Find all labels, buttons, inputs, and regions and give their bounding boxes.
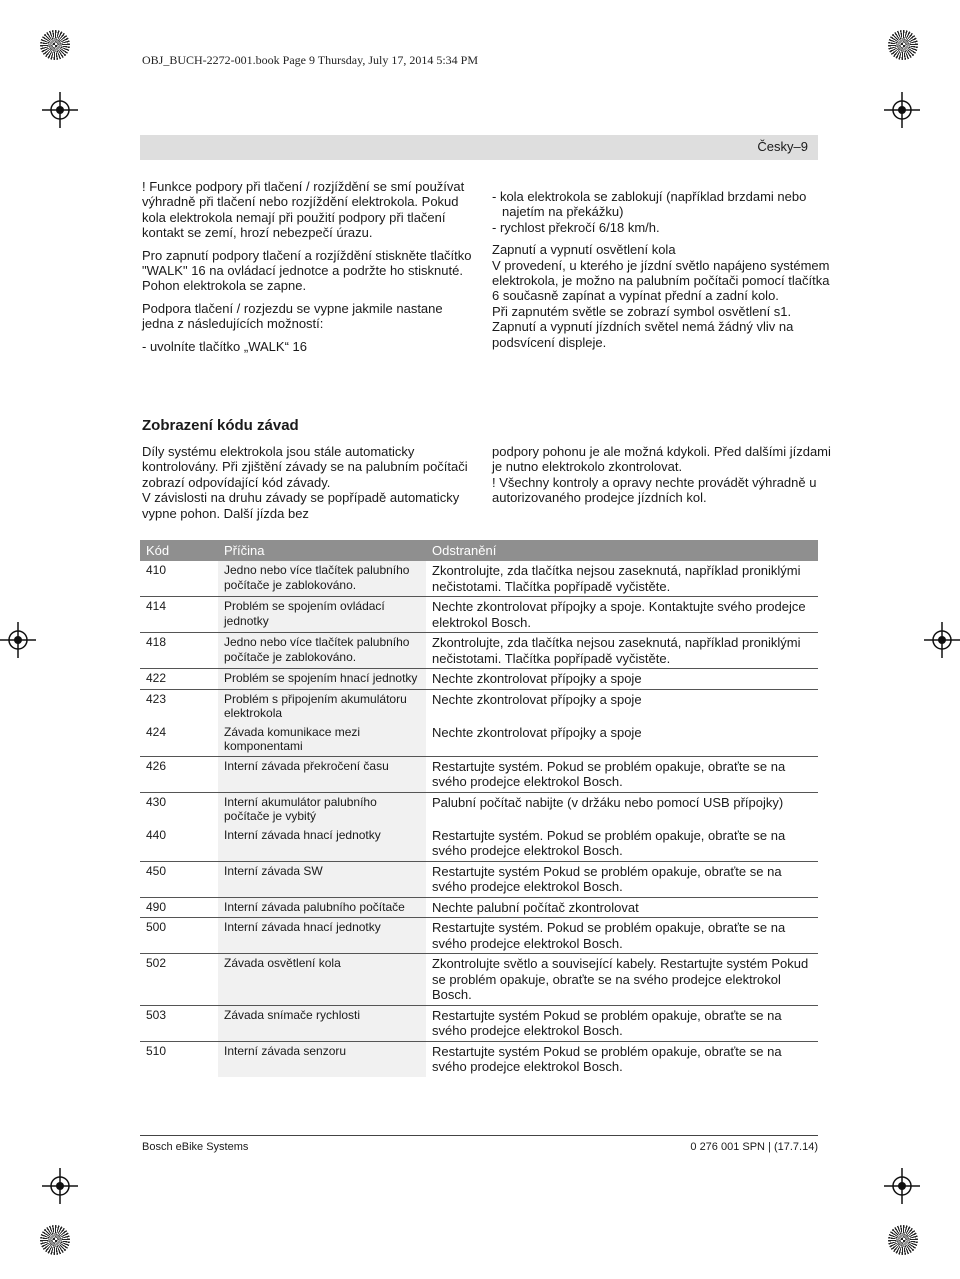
footer-left: Bosch eBike Systems: [142, 1141, 249, 1153]
print-registration-mark-icon: [888, 1225, 918, 1255]
crosshair-mark-icon: [0, 622, 36, 658]
page-header: [140, 135, 818, 160]
row-code: 490: [140, 897, 218, 918]
row-fix: Restartujte systém Pokud se problém opakuje, obraťte se na svého prodejce elektrokol Bosch.: [426, 1005, 818, 1041]
right-column-mid: [492, 444, 832, 506]
row-code: 418: [140, 633, 218, 669]
row-fix: Nechte zkontrolovat přípojky a spoje: [432, 724, 642, 740]
crosshair-mark-icon: [884, 1168, 920, 1204]
section-title: Zobrazení kódu závad: [142, 417, 299, 434]
row-code: 426: [140, 756, 218, 792]
row-code: 440: [146, 827, 167, 842]
table-row: [140, 756, 818, 792]
row-code: 414: [140, 597, 218, 633]
col-header-code: Kód: [140, 540, 218, 561]
walk-stop-item: - uvolníte tlačítko „WALK“ 16: [142, 338, 307, 354]
row-code: 423: [140, 689, 218, 723]
row-code: 430: [140, 792, 218, 826]
row-code: 422: [140, 669, 218, 690]
crosshair-mark-icon: [884, 92, 920, 128]
row-cause: Problém se spojením ovládací jednotky: [218, 597, 426, 633]
table-row: [140, 918, 818, 954]
row-code: 450: [140, 861, 218, 897]
footer-rule: [140, 1135, 818, 1136]
walk-instruction: Pro zapnutí podpory tlačení a rozjíždění stiskněte tlačítko "WALK" 16 na ovládací jednotce a podržte ho stisknuté. Pohon elektrokola se zapne.: [142, 247, 472, 294]
lighting-text: V provedení, u kterého je jízdní světlo napájeno systémem elektrokola, je možno na palubním počítači pomocí tlačítka 6 současně zapínat a vypínat přední a zadní kolo.: [492, 257, 830, 304]
row-code: 410: [146, 563, 167, 577]
row-code: 502: [140, 954, 218, 1006]
walk-stop-item: - kola elektrokola se zablokují (například brzdami nebo najetím na překážku): [492, 189, 807, 220]
fault-intro-text: Díly systému elektrokola jsou stále automaticky kontrolovány. Při zjištění závady se na palubním počítači zobrazí odpovídající kód závady.: [142, 444, 468, 490]
row-cause: Interní závada hnací jednotky: [218, 918, 426, 954]
row-cause: Jedno nebo více tlačítek palubního počítače je zablokováno.: [218, 633, 426, 669]
row-code: 503: [140, 1005, 218, 1041]
table-row: [140, 561, 818, 597]
table-row: [140, 1041, 818, 1077]
lighting-text: Zapnutí a vypnutí jízdních světel nemá žádný vliv na podsvícení displeje.: [492, 319, 794, 350]
row-cause: Interní závada překročení času: [218, 756, 426, 792]
table-row: [140, 792, 818, 826]
row-fix: Nechte zkontrolovat přípojky a spoje: [426, 689, 818, 723]
table-row: [140, 897, 818, 918]
table-row: [140, 954, 818, 1006]
row-fix: Nechte palubní počítač zkontrolovat: [426, 897, 818, 918]
row-fix: Restartujte systém Pokud se problém opakuje, obraťte se na svého prodejce elektrokol Bosch.: [426, 1041, 818, 1077]
row-fix: Zkontrolujte světlo a související kabely. Restartujte systém Pokud se problém opakuje, obraťte se na svého prodejce elektrokol Bosch.: [426, 954, 818, 1006]
print-registration-mark-icon: [40, 30, 70, 60]
row-fix: Palubní počítač nabijte (v držáku nebo pomocí USB přípojky): [426, 792, 818, 826]
row-cause: Interní závada SW: [218, 861, 426, 897]
row-cause: Závada komunikace mezi komponentami: [218, 723, 426, 757]
table-row: [140, 1005, 818, 1041]
row-fix: Nechte zkontrolovat přípojky a spoje. Kontaktujte svého prodejce elektrokol Bosch.: [426, 597, 818, 633]
fault-code-table: [140, 540, 818, 1077]
row-cause: Problém s připojením akumulátoru elektrokola: [218, 689, 426, 723]
table-header-row: [140, 540, 818, 561]
row-cause: Interní závada hnací jednotky: [218, 826, 426, 862]
walk-stop-item: - rychlost překročí 6/18 km/h.: [492, 219, 660, 235]
right-column-top: [492, 189, 832, 350]
row-code: 510: [140, 1041, 218, 1077]
fault-warning-text: ! Všechny kontroly a opravy nechte provádět výhradně u autorizovaného prodejce jízdních kol.: [492, 474, 817, 506]
row-cause: Závada osvětlení kola: [218, 954, 426, 1006]
print-registration-mark-icon: [888, 30, 918, 60]
crosshair-mark-icon: [924, 622, 960, 658]
table-row: [140, 669, 818, 690]
footer-right: 0 276 001 SPN | (17.7.14): [690, 1141, 818, 1153]
row-fix: Restartujte systém. Pokud se problém opakuje, obraťte se na svého prodejce elektrokol Bosch.: [426, 918, 818, 954]
row-cause: Jedno nebo více tlačítek palubního počítače je zablokováno.: [218, 561, 426, 597]
row-fix: Zkontrolujte, zda tlačítka nejsou zaseknutá, například proniklými nečistotami. Tlačítka popřípadě vyčistěte.: [426, 633, 818, 669]
row-fix: Restartujte systém Pokud se problém opakuje, obraťte se na svého prodejce elektrokol Bosch.: [426, 861, 818, 897]
table-row: [140, 689, 818, 723]
left-column-mid: [142, 444, 472, 521]
lighting-subtitle: Zapnutí a vypnutí osvětlení kola: [492, 242, 676, 258]
print-registration-mark-icon: [40, 1225, 70, 1255]
col-header-fix: Odstranění: [426, 540, 818, 561]
fault-intro-text: podpory pohonu je ale možná kdykoli. Před dalšími jízdami je nutno elektrokolo zkontrolovat.: [492, 444, 831, 475]
page-label: Česky–9: [757, 139, 808, 154]
table-row: [140, 861, 818, 897]
lighting-text: Při zapnutém světle se zobrazí symbol osvětlení s1.: [492, 303, 792, 319]
table-row: [140, 723, 818, 757]
left-column-top: [142, 179, 472, 354]
table-row: [140, 633, 818, 669]
row-code: 424: [146, 724, 167, 739]
fault-intro-text: V závislosti na druhu závady se popřípadě automaticky vypne pohon. Další jízda bez: [142, 490, 460, 521]
crosshair-mark-icon: [42, 1168, 78, 1204]
walk-stop-intro: Podpora tlačení / rozjezdu se vypne jakmile nastane jedna z následujících možností:: [142, 300, 443, 332]
row-cause: Interní závada palubního počítače: [218, 897, 426, 918]
row-fix: Restartujte systém. Pokud se problém opakuje, obraťte se na svého prodejce elektrokol Bosch.: [426, 756, 818, 792]
row-cause: Interní akumulátor palubního počítače je vybitý: [218, 792, 426, 826]
row-fix: Nechte zkontrolovat přípojky a spoje: [426, 669, 818, 690]
table-row: [140, 826, 818, 862]
row-fix: Zkontrolujte, zda tlačítka nejsou zaseknutá, například proniklými nečistotami. Tlačítka popřípadě vyčistěte.: [432, 563, 801, 594]
table-row: [140, 597, 818, 633]
row-fix: Restartujte systém. Pokud se problém opakuje, obraťte se na svého prodejce elektrokol Bosch.: [432, 827, 786, 858]
col-header-cause: Příčina: [218, 540, 426, 561]
row-cause: Interní závada senzoru: [218, 1041, 426, 1077]
crosshair-mark-icon: [42, 92, 78, 128]
book-info-line: OBJ_BUCH-2272-001.book Page 9 Thursday, July 17, 2014 5:34 PM: [142, 53, 479, 67]
safety-warning: ! Funkce podpory při tlačení / rozjíždění se smí používat výhradně při tlačení nebo rozjíždění elektrokola. Pokud kola elektrokola nemají při použití podpory při tlačení kontakt se zemí, hrozí nebezpečí úrazu.: [142, 179, 465, 241]
table-body: [140, 561, 818, 1077]
row-cause: Závada snímače rychlosti: [218, 1005, 426, 1041]
row-cause: Problém se spojením hnací jednotky: [218, 669, 426, 690]
row-code: 500: [140, 918, 218, 954]
